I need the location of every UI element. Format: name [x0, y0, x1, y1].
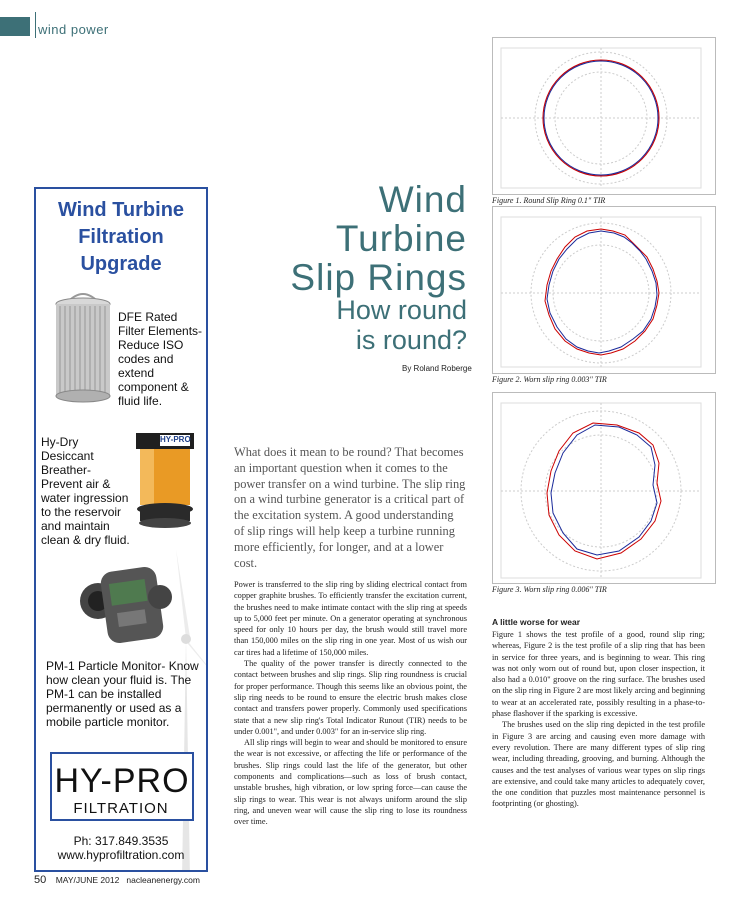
site-link[interactable]: nacleanenergy.com	[126, 875, 200, 885]
figure-3-caption: Figure 3. Worn slip ring 0.006" TIR	[492, 585, 607, 594]
logo-text: HY-PRO	[54, 762, 190, 800]
paragraph: All slip rings will begin to wear and should be monitored to ensure the wear is not excessive, or affecting the life or performance of the brushes. Slip rings could last the life of the generator, but other components and complications—such as loss of brush contact, unstable brushes, high vibration, or low spring force—can cause the slip rings to wear. This wear is not always uniform around the slip ring, and uneven wear will cause the slip ring to lose its roundness over time.	[234, 738, 467, 827]
lede-paragraph: What does it mean to be round? That becomes an important question when it comes to the power transfer on a wind turbine. The slip ring on a wind turbine generator is a critical part of the excitation system. A good understanding of slip rings will help keep a turbine running more efficiently, for longer, and at a lower cost.	[234, 445, 466, 570]
ad-contact	[36, 834, 206, 862]
headline-line-3: Slip Rings	[290, 257, 467, 298]
subtitle-line-2: is round?	[355, 325, 467, 355]
ad-title-line-3: Upgrade	[80, 253, 162, 275]
page-footer	[34, 874, 200, 886]
ad-title	[36, 197, 206, 278]
hypro-advertisement[interactable]	[34, 187, 208, 872]
section-rule	[35, 12, 36, 38]
page-number: 50	[34, 874, 47, 886]
headline-line-1: Wind	[378, 179, 467, 220]
byline: By Roland Roberge	[402, 364, 472, 373]
figure-2-caption: Figure 2. Worn slip ring 0.003" TIR	[492, 375, 607, 384]
paragraph: Power is transferred to the slip ring by sliding electrical contact from copper graphite brushes. To efficiently transfer the excitation current, the brushes need to make intimate contact with the slip ring at speeds up to 5,000 feet per minute. On a generator operating at synchronous speed for only 10 hours per day, the brush would still travel more than 150,000 miles on the slip ring in one year. Most of us wish our car tires had a lifetime of 150,000 miles.	[234, 580, 467, 657]
paragraph: The brushes used on the slip ring depicted in the test profile in Figure 3 are arcing and causing even more damage with every revolution. There are many different types of slip ring wear, including threading, grooving, and burning. Although the causes and the test analyses of various wear types on slip rings are extensive, and could take many articles to adequately cover, the one condition that puzzles most maintenance personnel is footprinting (or ghosting).	[492, 720, 705, 809]
paragraph: Figure 1 shows the test profile of a good, round slip ring; whereas, Figure 2 is the test profile of a slip ring that has been in service for three years, and is beginning to wear. This ring was not only worn out of round but, upon closer inspection, it also had a 0.010" groove on the ring surface. The brushes used on the slip ring in Figure 2 are most likely arcing and beginning to wear at an accelerated rate, possibly resulting in a phase-to-phase flashover if the sparking is excessive.	[492, 630, 705, 719]
headline-line-2: Turbine	[335, 218, 467, 259]
desiccant-breather-icon	[128, 429, 203, 534]
filter-element-icon	[48, 288, 118, 408]
particle-monitor-icon	[76, 549, 176, 654]
section-marker	[0, 17, 30, 36]
ad-title-line-1: Wind Turbine	[57, 199, 185, 221]
monitor-description: PM-1 Particle Monitor- Know how clean your fluid is. The PM-1 can be installed permanently or used as a mobile particle monitor.	[46, 659, 199, 729]
filter-description: DFE Rated Filter Elements- Reduce ISO codes and extend component & fluid life.	[118, 310, 203, 408]
section-label: wind power	[38, 22, 109, 37]
issue-date: MAY/JUNE 2012	[55, 875, 120, 885]
figure-3-polar-plot	[492, 392, 716, 584]
figure-1-caption: Figure 1. Round Slip Ring 0.1" TIR	[492, 196, 606, 205]
article-column-2	[492, 629, 705, 810]
subhead: A little worse for wear	[492, 617, 581, 627]
breather-label: HY-PRO	[160, 435, 191, 444]
paragraph: The quality of the power transfer is directly connected to the contact between brushes and slip rings. Slip ring roundness is crucial for proper performance. Though this seems like an obvious point, the slip ring needs to be round to ensure the electric brush makes close contact and transfers power properly. Commonly used specifications state that a new slip ring's Total Indicator Runout (TIR) needs to be under 0.001", and under 0.003" for an in-service slip ring.	[234, 659, 467, 736]
article-column-1	[234, 579, 467, 828]
figure-2-polar-plot	[492, 206, 716, 374]
ad-phone: Ph: 317.849.3535	[73, 834, 169, 848]
ad-website-link[interactable]: www.hyprofiltration.com	[57, 848, 185, 862]
ad-title-line-2: Filtration	[78, 226, 164, 248]
subtitle-line-1: How round	[336, 295, 467, 325]
logo-subtitle: FILTRATION	[73, 800, 169, 817]
breather-description: Hy-Dry Desiccant Breather- Prevent air & water ingression to the reservoir and maintain clean & dry fluid.	[41, 435, 130, 547]
figure-1-polar-plot	[492, 37, 716, 195]
